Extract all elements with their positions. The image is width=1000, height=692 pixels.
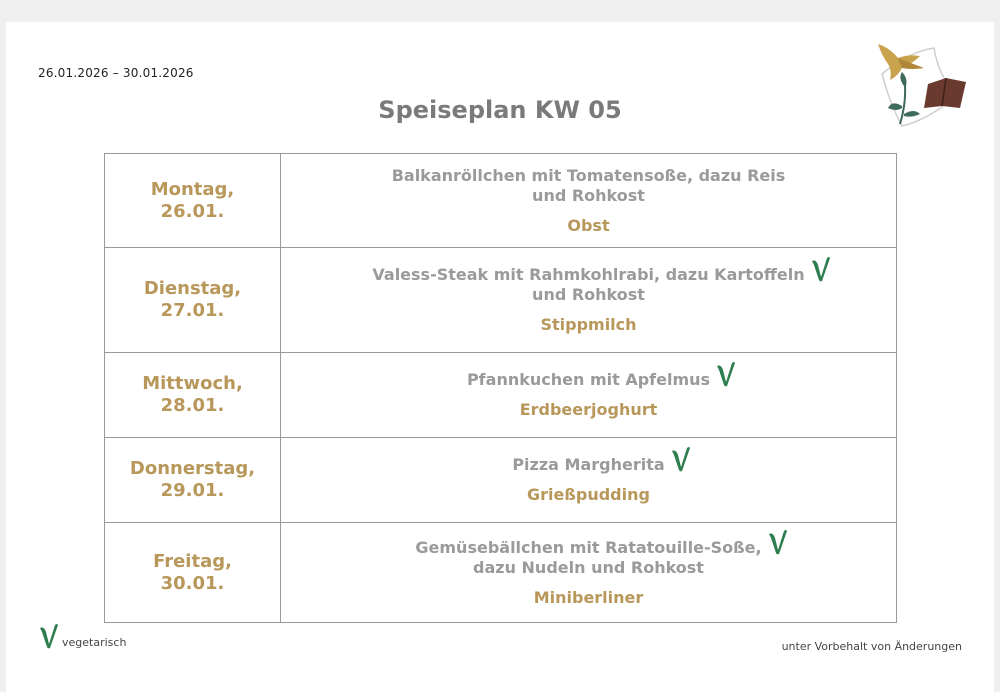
menu-table bbox=[104, 153, 897, 623]
vegetarian-v-icon bbox=[38, 622, 60, 650]
main-dish bbox=[512, 455, 664, 475]
menu-row bbox=[105, 353, 897, 438]
meal-cell bbox=[281, 438, 897, 523]
disclaimer: unter Vorbehalt von Änderungen bbox=[781, 640, 962, 653]
vegetarian-v-icon bbox=[714, 360, 738, 388]
dessert: Miniberliner bbox=[533, 587, 644, 607]
dessert: Erdbeerjoghurt bbox=[519, 400, 658, 419]
day-date: 26.01. bbox=[160, 200, 225, 222]
main-dish-line2: dazu Nudeln und Rohkost bbox=[473, 557, 704, 577]
day-name: Freitag, bbox=[153, 550, 232, 572]
day-cell bbox=[105, 353, 281, 438]
day-cell bbox=[105, 154, 281, 248]
main-dish bbox=[415, 538, 761, 578]
main-dish-line1: Gemüsebällchen mit Ratatouille-Soße, bbox=[415, 537, 762, 557]
dove-flower-book-logo-icon bbox=[868, 34, 972, 134]
meal-cell bbox=[281, 353, 897, 438]
main-dish bbox=[467, 370, 710, 390]
main-dish-line1: Pfannkuchen mit Apfelmus bbox=[466, 370, 711, 389]
main-dish bbox=[372, 265, 804, 305]
main-dish bbox=[392, 166, 786, 206]
menu-row bbox=[105, 248, 897, 353]
day-date: 30.01. bbox=[160, 572, 225, 594]
main-dish-line1: Valess-Steak mit Rahmkohlrabi, dazu Kartoffeln bbox=[372, 265, 805, 284]
vegetarian-v-icon bbox=[766, 528, 790, 556]
legend-label: vegetarisch bbox=[62, 636, 127, 649]
day-name: Mittwoch, bbox=[142, 373, 243, 394]
day-cell bbox=[105, 248, 281, 353]
day-cell bbox=[105, 438, 281, 523]
main-dish-line2: und Rohkost bbox=[532, 185, 645, 205]
legend bbox=[38, 622, 126, 650]
main-dish-line1: Pizza Margherita bbox=[512, 455, 665, 474]
main-dish-line2: und Rohkost bbox=[532, 285, 645, 304]
page-title: Speiseplan KW 05 bbox=[378, 96, 622, 124]
day-date: 27.01. bbox=[160, 300, 225, 321]
vegetarian-v-icon bbox=[669, 445, 693, 473]
dessert: Grießpudding bbox=[527, 485, 650, 504]
day-date: 29.01. bbox=[160, 480, 225, 501]
meal-cell bbox=[281, 523, 897, 623]
day-name: Donnerstag, bbox=[129, 458, 256, 479]
menu-row bbox=[105, 154, 897, 248]
meal-cell bbox=[281, 154, 897, 248]
menu-row bbox=[105, 523, 897, 623]
date-range: 26.01.2026 – 30.01.2026 bbox=[38, 66, 194, 80]
meal-cell bbox=[281, 248, 897, 353]
day-name: Montag, bbox=[150, 178, 235, 200]
menu-row bbox=[105, 438, 897, 523]
dessert: Obst bbox=[567, 215, 610, 235]
day-date: 28.01. bbox=[160, 395, 225, 416]
main-dish-line1: Balkanröllchen mit Tomatensoße, dazu Reis bbox=[391, 165, 786, 185]
dessert: Stippmilch bbox=[540, 315, 637, 334]
day-name: Dienstag, bbox=[143, 278, 242, 299]
day-cell bbox=[105, 523, 281, 623]
vegetarian-v-icon bbox=[809, 255, 833, 283]
